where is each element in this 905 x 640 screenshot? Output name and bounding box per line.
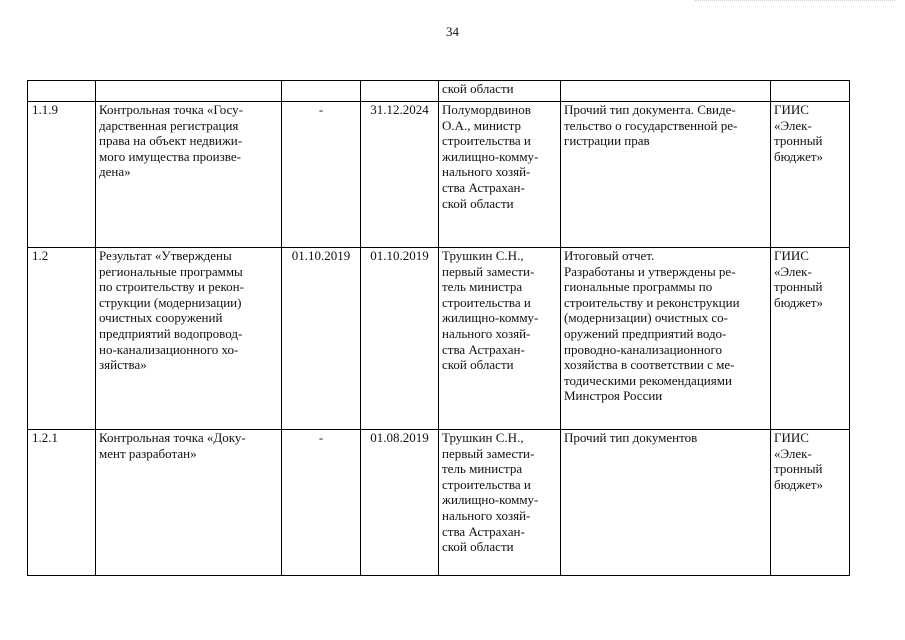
row-system-cell — [771, 248, 850, 430]
row-id: 1.2.1 — [32, 430, 58, 445]
row-name-cell — [96, 102, 282, 248]
continuation-result-cell — [561, 81, 771, 102]
row-id-cell — [28, 102, 96, 248]
continuation-row — [28, 81, 850, 102]
row-end-date: 01.08.2019 — [370, 430, 429, 445]
row-responsible: Трушкин С.Н., первый замести- тель министра строительства и жилищно-комму- нального хозяй- ства Астрахан- ской области — [442, 248, 539, 373]
row-end-date: 01.10.2019 — [370, 248, 429, 263]
row-start-date-cell — [282, 102, 361, 248]
row-start-date: - — [318, 430, 324, 445]
continuation-start-cell — [282, 81, 361, 102]
table-row — [28, 430, 850, 576]
row-name: Контрольная точка «Госу- дарственная регистрация права на объект недвижи- мого имущества произве- дена» — [99, 102, 243, 180]
row-responsible-cell — [439, 430, 561, 576]
row-result-cell — [561, 102, 771, 248]
row-name-cell — [96, 430, 282, 576]
plan-table — [27, 80, 850, 576]
row-name: Контрольная точка «Доку- мент разработан» — [99, 430, 246, 461]
row-start-date-cell — [282, 430, 361, 576]
row-result-cell — [561, 248, 771, 430]
row-id-cell — [28, 430, 96, 576]
row-id-cell — [28, 248, 96, 430]
row-responsible: Трушкин С.Н., первый замести- тель министра строительства и жилищно-комму- нального хозяй- ства Астрахан- ской области — [442, 430, 539, 555]
row-id: 1.2 — [32, 248, 49, 263]
row-end-date: 31.12.2024 — [370, 102, 429, 117]
row-start-date: - — [318, 102, 324, 117]
row-system-cell — [771, 102, 850, 248]
row-responsible-cell — [439, 102, 561, 248]
row-start-date: 01.10.2019 — [291, 248, 351, 263]
page-number: 34 — [446, 24, 459, 39]
continuation-name-cell — [96, 81, 282, 102]
row-system: ГИИС «Элек- тронный бюджет» — [774, 248, 824, 310]
continuation-responsible-text: ской области — [442, 81, 514, 96]
row-start-date-cell — [282, 248, 361, 430]
row-result: Прочий тип документа. Свиде- тельство о государственной ре- гистрации прав — [564, 102, 738, 149]
row-id: 1.1.9 — [32, 102, 58, 117]
row-responsible: Полумордвинов О.А., министр строительства и жилищно-комму- нального хозяй- ства Астрахан- ской области — [442, 102, 539, 211]
row-end-date-cell — [361, 248, 439, 430]
row-name-cell — [96, 248, 282, 430]
row-system: ГИИС «Элек- тронный бюджет» — [774, 430, 824, 492]
continuation-system-cell — [771, 81, 850, 102]
scan-artifact-rule — [695, 0, 895, 3]
continuation-id-cell — [28, 81, 96, 102]
row-system-cell — [771, 430, 850, 576]
row-result-cell — [561, 430, 771, 576]
row-system: ГИИС «Элек- тронный бюджет» — [774, 102, 824, 164]
table-row — [28, 248, 850, 430]
row-responsible-cell — [439, 248, 561, 430]
continuation-end-cell — [361, 81, 439, 102]
continuation-responsible-cell — [439, 81, 561, 102]
row-result: Прочий тип документов — [564, 430, 698, 445]
row-name: Результат «Утверждены региональные программы по строительству и рекон- струкции (модернизации) очистных сооружений предприятий водопровод- но-канализационного хо- зяйства» — [99, 248, 244, 373]
row-end-date-cell — [361, 102, 439, 248]
row-result: Итоговый отчет. Разработаны и утверждены ре- гиональные программы по строительству и реконструкции (модернизации) очистных со- оружений предприятий водо- проводно-канализационного хозяйства в соответствии с ме- тодическими рекомендациями Минстроя России — [564, 248, 740, 404]
row-end-date-cell — [361, 430, 439, 576]
table-row — [28, 102, 850, 248]
